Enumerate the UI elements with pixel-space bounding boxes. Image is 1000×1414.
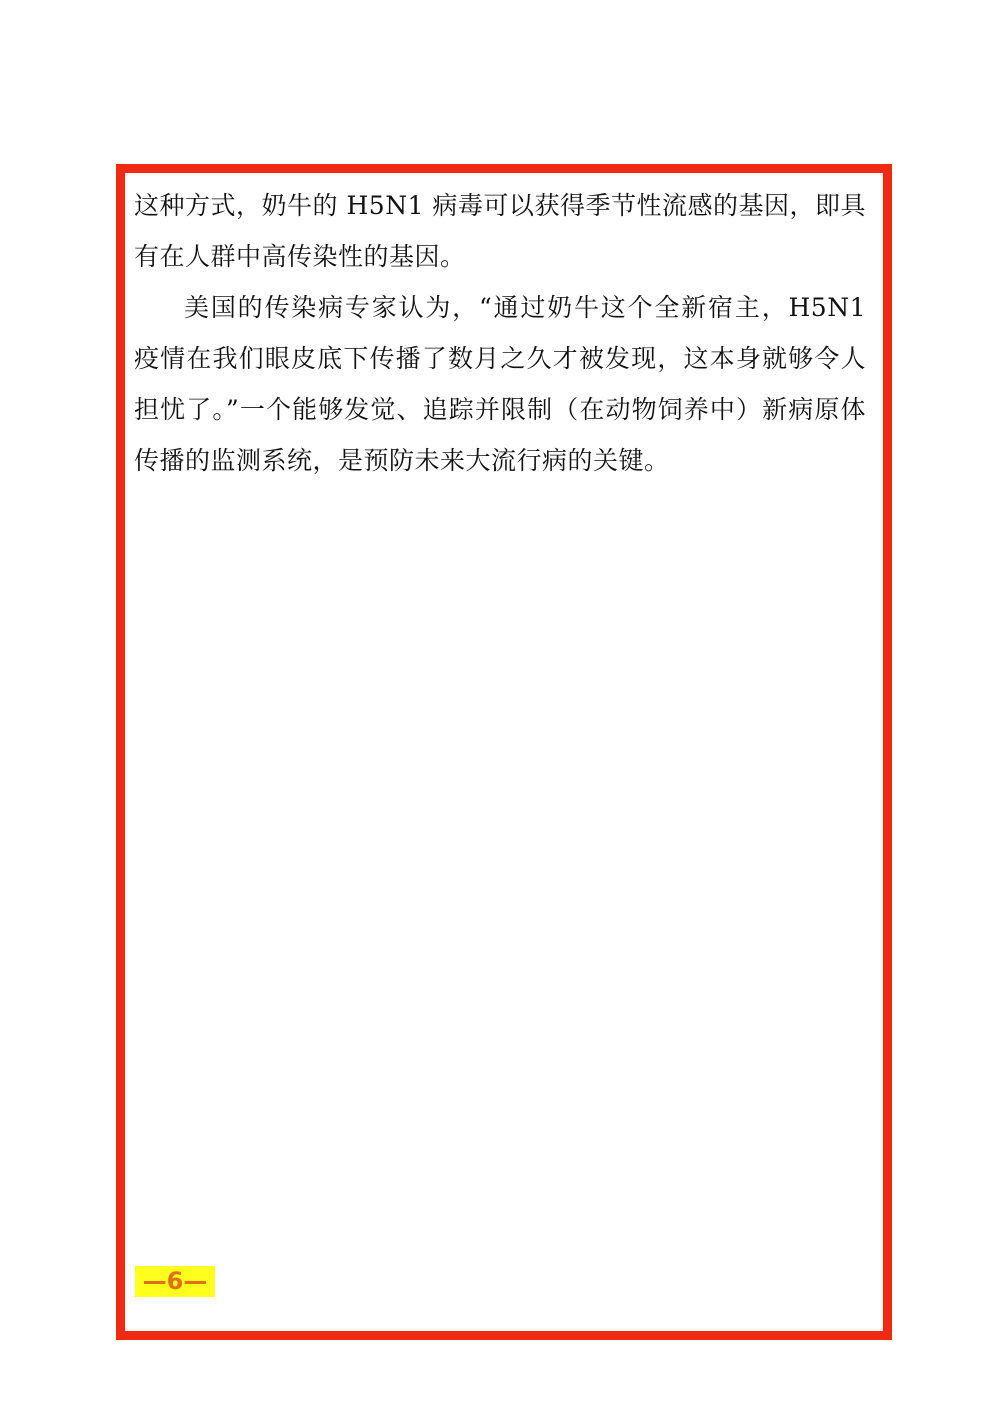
- paragraph-continuation: 这种方式，奶牛的 H5N1 病毒可以获得季节性流感的基因，即具有在人群中高传染性的基因。: [134, 191, 866, 271]
- document-body: [134, 180, 866, 486]
- page-number: —6—: [135, 1266, 215, 1297]
- paragraph-expert-opinion: 美国的传染病专家认为，“通过奶牛这个全新宿主，H5N1 疫情在我们眼皮底下传播了数月之久才被发现，这本身就够令人担忧了。”一个能够发觉、追踪并限制（在动物饲养中）新病原体传播的监测系统，是预防未来大流行病的关键。: [134, 293, 866, 475]
